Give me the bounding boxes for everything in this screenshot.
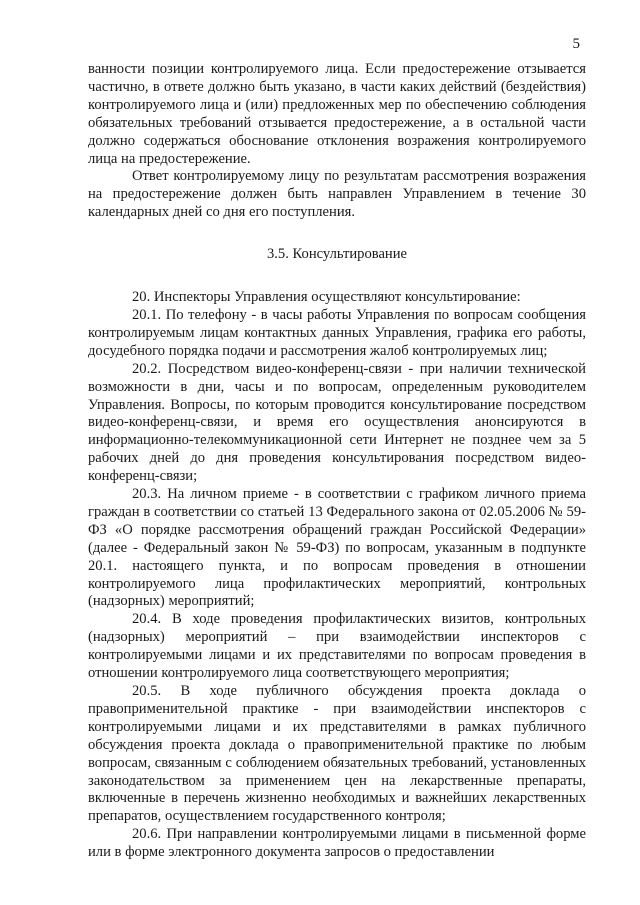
paragraph-reply: Ответ контролируемому лицу по результатам рассмотрения возражения на предостережение должен быть направлен Управлением в течение 30 календарных дней со дня его поступления. xyxy=(88,168,586,221)
paragraph-continuation: ванности позиции контролируемого лица. Если предостережение отзывается частично, в ответе должно быть указано, в части каких действий (бездействия) контролируемого лица и (или) предложенных мер по обеспечению соблюдения обязательных требований отзывается предостережение, а в остальной части должно содержаться обоснование отклонения возражения контролируемого лица на предостережение. xyxy=(88,61,586,167)
paragraph-20-4: 20.4. В ходе проведения профилактических визитов, контрольных (надзорных) мероприятий – при взаимодействии инспекторов с контролируемыми лицами и их представителями по вопросам проведения в отношении контролируемого лица соответствующего мероприятия; xyxy=(88,611,586,682)
paragraph-20: 20. Инспекторы Управления осуществляют консультирование: xyxy=(132,289,521,306)
section-heading: 3.5. Консультирование xyxy=(266,246,408,263)
paragraph-20-2: 20.2. Посредством видео-конференц-связи - при наличии технической возможности в дни, часы и по вопросам, определенным руководителем Управления. Вопросы, по которым проводится консультирование посредством видео-конференц-связи, и время его осуществления анонсируются в информационно-телекоммуникационной сети Интернет не позднее чем за 5 рабочих дней до дня проведения консультирования посредством видео-конференц-связи; xyxy=(88,360,586,485)
paragraph-20-3: 20.3. На личном приеме - в соответствии с графиком личного приема граждан в соответствии со статьей 13 Федерального закона от 02.05.2006 № 59-ФЗ «О порядке рассмотрения обращений граждан Российской Федерации» (далее - Федеральный закон № 59-ФЗ) по вопросам, указанным в подпункте 20.1. настоящего пункта, и по вопросам проведения в отношении контролируемого лица профилактических мероприятий, контрольных (надзорных) мероприятий; xyxy=(88,486,586,610)
paragraph-20-1: 20.1. По телефону - в часы работы Управления по вопросам сообщения контролируемым лицам контактных данных Управления, графика его работы, досудебного порядка подачи и рассмотрения жалоб контролируемых лиц; xyxy=(88,306,586,359)
paragraph-20-5: 20.5. В ходе публичного обсуждения проекта доклада о правоприменительной практике - при взаимодействии инспекторов с контролируемыми лицами и их представителями в рамках публичного обсуждения проекта доклада о правоприменительной практике по любым вопросам, связанным с соблюдением обязательных требований, установленных законодательством за применением цен на лекарственные препараты, включенные в перечень жизненно необходимых и важнейших лекарственных препаратов, осуществлением государственного контроля; xyxy=(88,683,586,825)
paragraph-20-6: 20.6. При направлении контролируемыми лицами в письменной форме или в форме электронного документа запросов о предоставлении xyxy=(88,826,586,861)
page-number: 5 xyxy=(572,36,580,52)
document-body xyxy=(88,61,586,862)
